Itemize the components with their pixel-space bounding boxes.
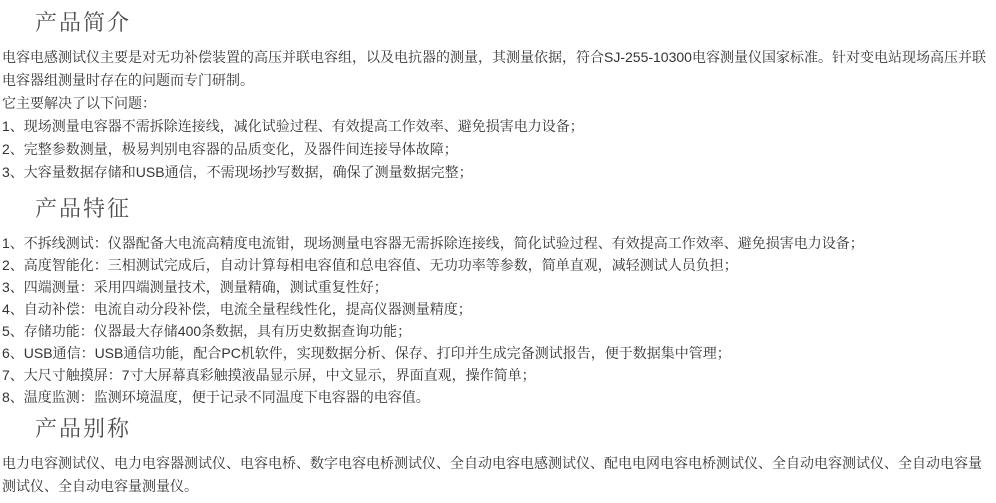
feature-item-4: 4、自动补偿：电流自动分段补偿，电流全量程线性化，提高仪器测量精度； [2,301,472,317]
section-heading-product-features: 产品特征 [35,196,132,221]
feature-item-3: 3、四端测量：采用四端测量技术，测量精确，测试重复性好； [2,279,388,295]
feature-item-2: 2、高度智能化：三相测试完成后，自动计算每相电容值和总电容值、无功功率等参数，简单直观，减轻测试人员负担； [2,257,738,273]
section-product-intro [2,8,994,184]
section-heading-product-intro: 产品简介 [35,10,132,35]
section-heading-product-aliases: 产品别称 [35,416,132,441]
feature-item-7: 7、大尺寸触摸屏：7寸大屏幕真彩触摸液晶显示屏，中文显示，界面直观，操作简单； [2,367,536,383]
intro-list-item-3: 3、大容量数据存储和USB通信，不需现场抄写数据，确保了测量数据完整； [2,164,473,180]
intro-list-item-1: 1、现场测量电容器不需拆除连接线，减化试验过程、有效提高工作效率、避免损害电力设备； [2,118,584,134]
feature-item-1: 1、不拆线测试：仪器配备大电流高精度电流钳，现场测量电容器无需拆除连接线，简化试验过程、有效提高工作效率、避免损害电力设备； [2,235,864,251]
feature-item-8: 8、温度监测：监测环境温度，便于记录不同温度下电容器的电容值。 [2,389,430,405]
intro-paragraph: 电容电感测试仪主要是对无功补偿装置的高压并联电容组，以及电抗器的测量，其测量依据，符合SJ-255-10300电容测量仪国家标准。针对变电站现场高压并联电容器组测量时存在的问题而专门研制。 [2,49,986,88]
intro-list-item-2: 2、完整参数测量，极易判别电容器的品质变化，及器件间连接导体故障； [2,141,458,157]
feature-item-6: 6、USB通信：USB通信功能，配合PC机软件，实现数据分析、保存、打印并生成完备测试报告，便于数据集中管理； [2,345,731,361]
intro-lead-in-line: 它主要解决了以下问题： [2,95,156,111]
section-product-features [2,194,994,408]
section-product-aliases [2,414,994,498]
feature-item-5: 5、存储功能：仪器最大存储400条数据，具有历史数据查询功能； [2,323,412,339]
alias-list-paragraph: 电力电容测试仪、电力电容器测试仪、电容电桥、数字电容电桥测试仪、全自动电容电感测试仪、配电电网电容电桥测试仪、全自动电容测试仪、全自动电容量测试仪、全自动电容量测量仪。 [2,455,982,494]
